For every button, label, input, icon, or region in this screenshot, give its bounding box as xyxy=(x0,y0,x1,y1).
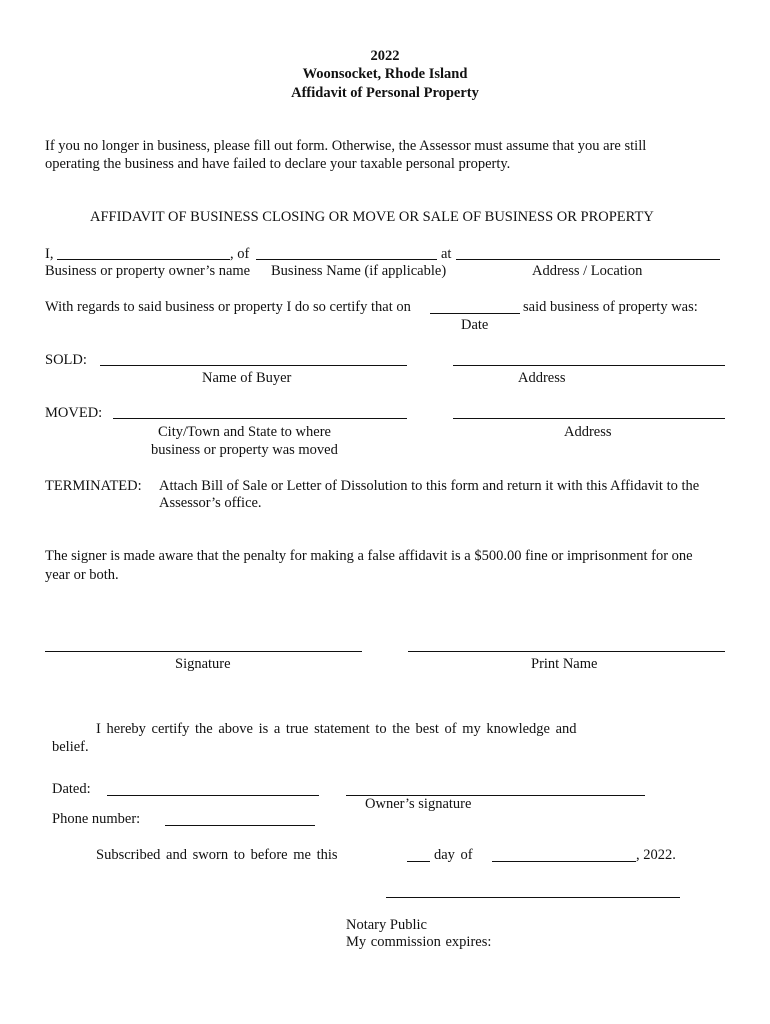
certification-line-1: I hereby certify the above is a true statement to the best of my knowledge and xyxy=(96,721,577,737)
moved-label: MOVED: xyxy=(45,405,103,421)
owner-of-label: , of xyxy=(230,246,250,262)
print-name-field[interactable] xyxy=(408,651,725,652)
address-location-field[interactable] xyxy=(456,259,720,260)
section-heading: AFFIDAVIT OF BUSINESS CLOSING OR MOVE OR SALE OF BUSINESS OR PROPERTY xyxy=(90,209,654,225)
caption-city-line-2: business or property was moved xyxy=(151,442,338,458)
dated-field[interactable] xyxy=(107,795,319,796)
caption-buyer-address: Address xyxy=(518,370,566,386)
signature-field[interactable] xyxy=(45,651,362,652)
sworn-month-field[interactable] xyxy=(492,861,636,862)
caption-address-location: Address / Location xyxy=(532,263,643,279)
caption-buyer: Name of Buyer xyxy=(202,370,292,386)
buyer-name-field[interactable] xyxy=(100,365,407,366)
sold-label: SOLD: xyxy=(45,352,87,368)
phone-label: Phone number: xyxy=(52,811,141,827)
sworn-day-of: day of xyxy=(434,847,473,863)
certify-date-field[interactable] xyxy=(430,313,520,314)
owner-name-field[interactable] xyxy=(57,259,230,260)
form-title: Affidavit of Personal Property xyxy=(291,85,479,101)
intro-line-1: If you no longer in business, please fill out form. Otherwise, the Assessor must assume that you are still xyxy=(45,138,647,154)
intro-line-2: operating the business and have failed to declare your taxable personal property. xyxy=(45,156,511,172)
caption-signature: Signature xyxy=(175,656,231,672)
owner-at-label: at xyxy=(441,246,452,262)
sworn-day-field[interactable] xyxy=(407,861,430,862)
sworn-text: Subscribed and sworn to before me this xyxy=(96,847,338,863)
caption-business-name: Business Name (if applicable) xyxy=(271,263,447,279)
terminated-label: TERMINATED: xyxy=(45,478,142,494)
caption-print-name: Print Name xyxy=(531,656,598,672)
owner-prefix: I, xyxy=(45,246,54,262)
caption-city-line-1: City/Town and State to where xyxy=(158,424,331,440)
notary-title: Notary Public xyxy=(346,917,427,933)
buyer-address-field[interactable] xyxy=(453,365,725,366)
notary-signature-field[interactable] xyxy=(386,897,680,898)
notary-commission: My commission expires: xyxy=(346,934,492,950)
moved-address-field[interactable] xyxy=(453,418,725,419)
certify-text-after: said business of property was: xyxy=(523,299,698,315)
caption-moved-address: Address xyxy=(564,424,612,440)
terminated-line-2: Assessor’s office. xyxy=(159,495,262,511)
caption-date: Date xyxy=(461,317,489,333)
sworn-year: , 2022. xyxy=(636,847,676,863)
phone-field[interactable] xyxy=(165,825,315,826)
form-city: Woonsocket, Rhode Island xyxy=(302,66,468,82)
caption-owner-name: Business or property owner’s name xyxy=(45,263,251,279)
caption-owner-signature: Owner’s signature xyxy=(365,796,472,812)
penalty-line-2: year or both. xyxy=(45,567,119,583)
moved-city-field[interactable] xyxy=(113,418,407,419)
certify-text: With regards to said business or property I do so certify that on xyxy=(45,299,411,315)
dated-label: Dated: xyxy=(52,781,91,797)
business-name-field[interactable] xyxy=(256,259,437,260)
penalty-line-1: The signer is made aware that the penalty for making a false affidavit is a $500.00 fine or imprisonment for one xyxy=(45,548,693,564)
form-year: 2022 xyxy=(370,48,400,64)
certification-line-2: belief. xyxy=(52,739,89,755)
terminated-line-1: Attach Bill of Sale or Letter of Dissolution to this form and return it with this Affidavit to the xyxy=(159,478,700,494)
